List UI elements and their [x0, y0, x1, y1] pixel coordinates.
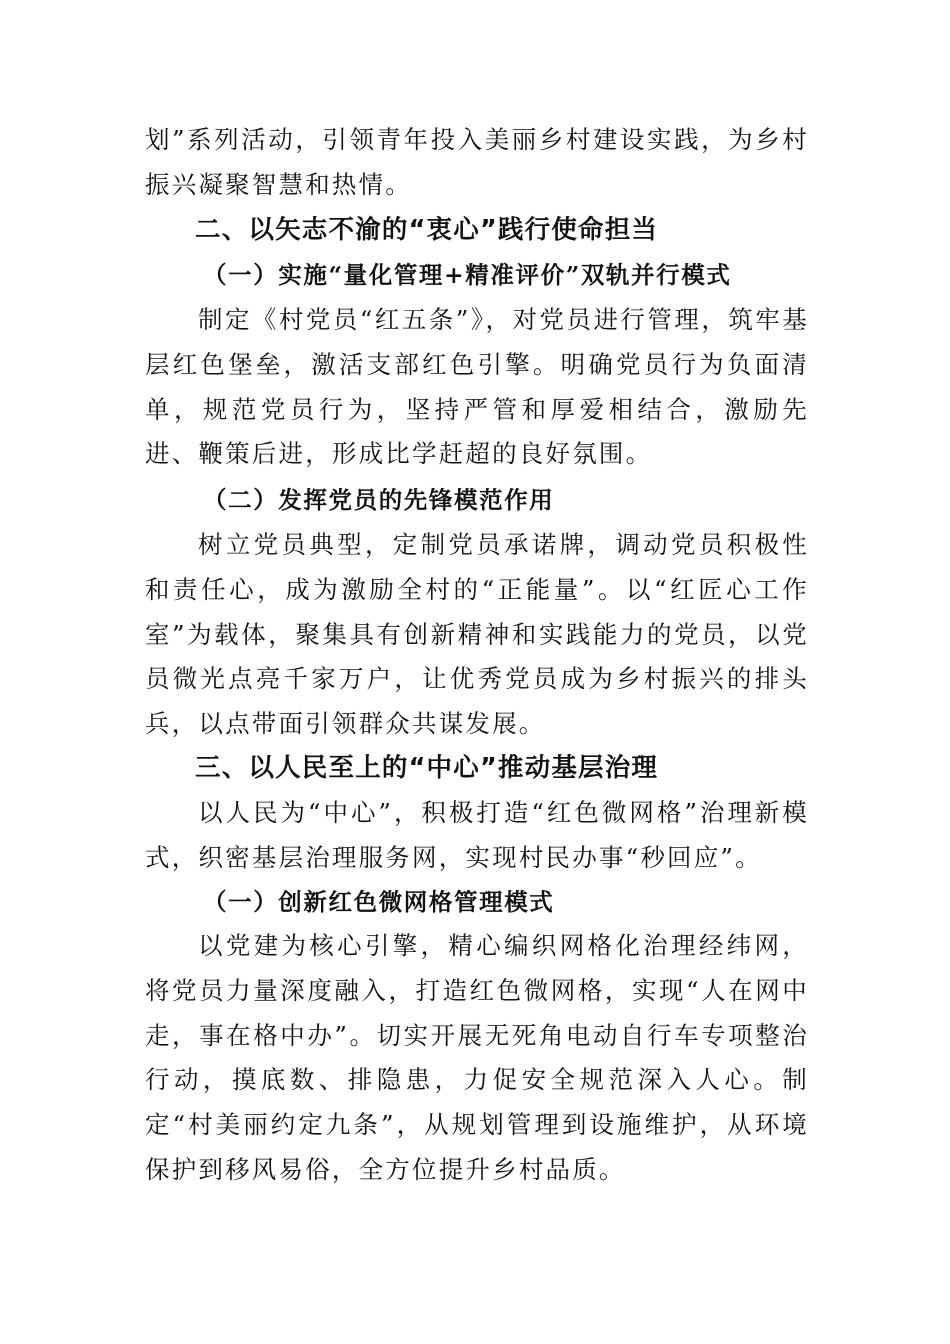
subsection-heading-2-2: （二）发挥党员的先锋模范作用	[203, 486, 555, 514]
paragraph-3-intro: 以人民为“中心”，积极打造“红色微网格”治理新模式，织密基层治理服务网，实现村民办事“秒回应”。	[145, 798, 809, 872]
section-heading-3: 三、以人民至上的“中心”推动基层治理	[195, 753, 659, 783]
paragraph-3-1: 以党建为核心引擎，精心编织网格化治理经纬网，将党员力量深度融入，打造红色微网格，实现“人在网中走，事在格中办”。切实开展无死角电动自行车专项整治行动，摸底数、排隐患，力促安全规范深入人心。制定“村美丽约定九条”，从规划管理到设施维护，从环境保护到移风易俗，全方位提升乡村品质。	[145, 931, 809, 1184]
paragraph-2-1: 制定《村党员“红五条”》，对党员进行管理，筑牢基层红色堡垒，激活支部红色引擎。明确党员行为负面清单，规范党员行为，坚持严管和厚爱相结合，激励先进、鞭策后进，形成比学赶超的良好氛围。	[145, 305, 809, 469]
subsection-heading-3-1: （一）创新红色微网格管理模式	[203, 888, 555, 916]
subsection-heading-2-1: （一）实施“量化管理+精准评价”双轨并行模式	[203, 261, 732, 289]
paragraph-continuation: 划”系列活动，引领青年投入美丽乡村建设实践，为乡村振兴凝聚智慧和热情。	[145, 125, 809, 199]
paragraph-2-2: 树立党员典型，定制党员承诺牌，调动党员积极性和责任心，成为激励全村的“正能量”。以“红匠心工作室”为载体，聚集具有创新精神和实践能力的党员，以党员微光点亮千家万户，让优秀党员成为乡村振兴的排头兵，以点带面引领群众共谋发展。	[145, 530, 809, 739]
section-heading-2: 二、以矢志不渝的“衷心”践行使命担当	[195, 215, 659, 245]
